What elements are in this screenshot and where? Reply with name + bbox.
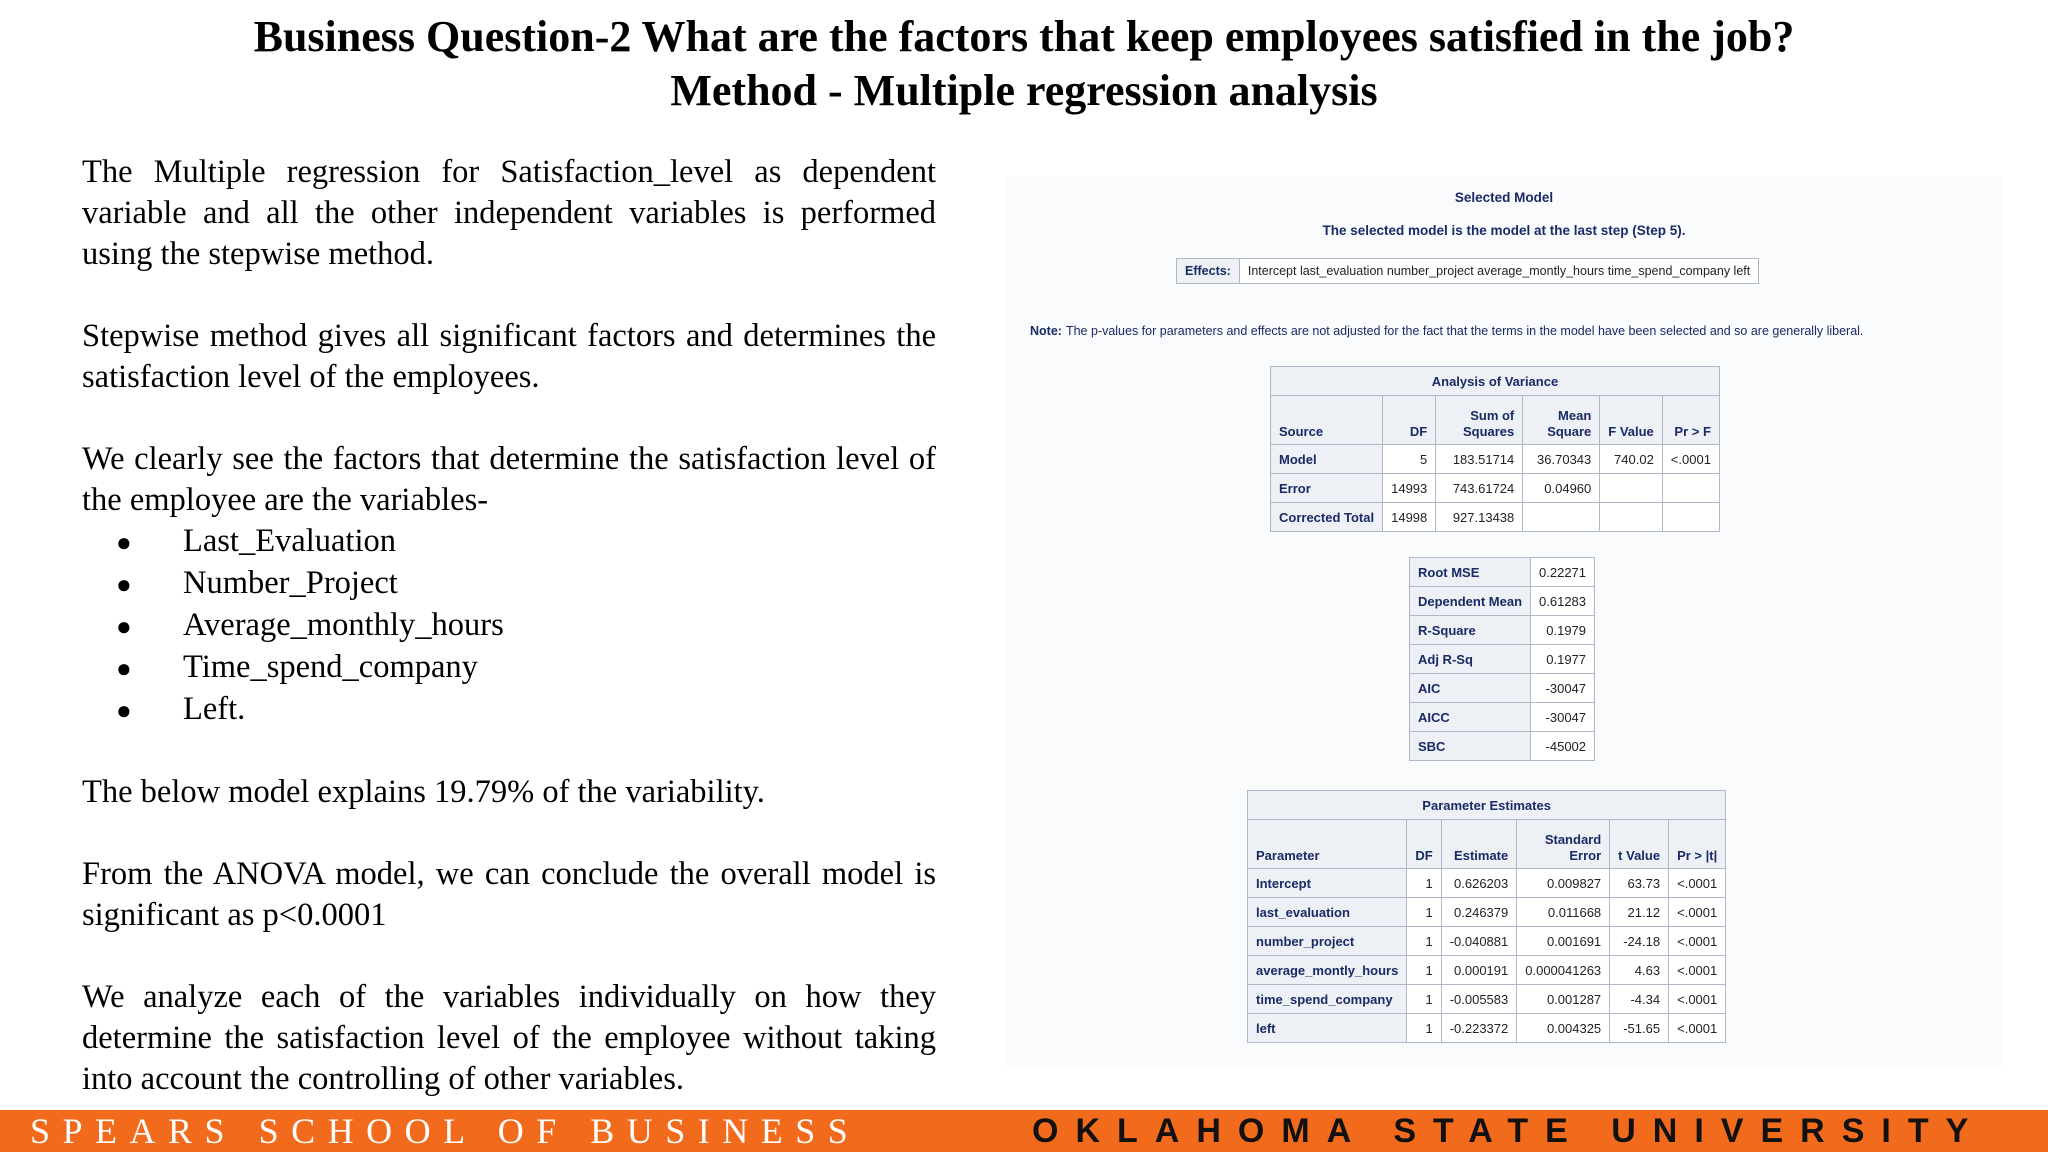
footer-bar — [0, 1110, 2048, 1152]
column-header: DF — [1383, 396, 1436, 445]
table-cell — [1662, 474, 1719, 503]
list-item — [82, 605, 936, 647]
table-row — [1410, 616, 1595, 645]
list-item-label: Left. — [183, 691, 246, 727]
table-cell: 36.70343 — [1523, 445, 1600, 474]
table-cell: 0.000191 — [1441, 956, 1517, 985]
table-cell: -24.18 — [1610, 927, 1669, 956]
list-item — [82, 689, 936, 731]
table-cell: 1 — [1407, 898, 1441, 927]
table-cell: 0.001287 — [1517, 985, 1610, 1014]
table-row — [1410, 587, 1595, 616]
table-row — [1271, 503, 1720, 532]
paragraph-1: The Multiple regression for Satisfaction_level as dependent variable and all the other independent variables is performed using the stepwise method. — [82, 154, 936, 272]
table-row — [1410, 645, 1595, 674]
footer-university-name: OKLAHOMA STATE UNIVERSITY — [1032, 1112, 1986, 1150]
table-cell — [1523, 503, 1600, 532]
row-header: SBC — [1410, 732, 1531, 761]
note-text: The p-values for parameters and effects are not adjusted for the fact that the terms in the model have been selected and so are generally liberal. — [1065, 324, 1864, 338]
table-cell: 0.011668 — [1517, 898, 1610, 927]
row-header: Root MSE — [1410, 558, 1531, 587]
column-header: Parameter — [1248, 820, 1407, 869]
table-row — [1271, 445, 1720, 474]
table-row — [1248, 985, 1726, 1014]
row-header: time_spend_company — [1248, 985, 1407, 1014]
table-cell: -45002 — [1531, 732, 1595, 761]
note-label: Note: — [1030, 324, 1062, 338]
selected-model-text: The selected model is the model at the last step (Step 5). — [1322, 223, 1686, 238]
bullet-icon: ● — [116, 612, 132, 641]
table-cell — [1600, 503, 1663, 532]
list-item-label: Last_Evaluation — [183, 523, 396, 559]
table-cell: 14993 — [1383, 474, 1436, 503]
table-cell: 0.1979 — [1531, 616, 1595, 645]
params-caption: Parameter Estimates — [1248, 791, 1726, 820]
title-line-1: Business Question-2 What are the factors that keep employees satisfied in the job? — [253, 12, 1795, 61]
anova-table — [1270, 366, 1720, 532]
row-header: last_evaluation — [1248, 898, 1407, 927]
effects-label: Effects: — [1177, 259, 1240, 284]
paragraph-2: Stepwise method gives all significant factors and determines the satisfaction level of the employees. — [82, 318, 936, 395]
sas-output-panel — [1006, 176, 2002, 1068]
list-item-label: Time_spend_company — [183, 649, 478, 685]
table-cell: 5 — [1383, 445, 1436, 474]
table-cell: -4.34 — [1610, 985, 1669, 1014]
table-cell: 743.61724 — [1436, 474, 1523, 503]
table-cell: <.0001 — [1669, 956, 1726, 985]
row-header: AIC — [1410, 674, 1531, 703]
footer-school-name: SPEARS SCHOOL OF BUSINESS — [30, 1111, 861, 1151]
row-header: average_montly_hours — [1248, 956, 1407, 985]
table-row — [1410, 558, 1595, 587]
effects-value: Intercept last_evaluation number_project average_montly_hours time_spend_company left — [1239, 259, 1758, 284]
table-cell — [1662, 503, 1719, 532]
table-cell: 0.004325 — [1517, 1014, 1610, 1043]
table-cell: <.0001 — [1669, 869, 1726, 898]
anova-header-row — [1271, 396, 1720, 445]
table-row — [1248, 869, 1726, 898]
table-row — [1248, 956, 1726, 985]
table-cell: 4.63 — [1610, 956, 1669, 985]
column-header: Source — [1271, 396, 1383, 445]
table-cell: <.0001 — [1662, 445, 1719, 474]
row-header: left — [1248, 1014, 1407, 1043]
row-header: Adj R-Sq — [1410, 645, 1531, 674]
table-row — [1410, 732, 1595, 761]
table-cell: 0.22271 — [1531, 558, 1595, 587]
table-cell: 0.04960 — [1523, 474, 1600, 503]
params-header-row — [1248, 820, 1726, 869]
list-item — [82, 563, 936, 605]
table-cell: -0.223372 — [1441, 1014, 1517, 1043]
bullet-icon: ● — [116, 528, 132, 557]
table-cell: 0.626203 — [1441, 869, 1517, 898]
parameter-estimates-table — [1247, 790, 1726, 1043]
column-header: Estimate — [1441, 820, 1517, 869]
body-text — [82, 152, 936, 1100]
selected-model-title: Selected Model — [1454, 190, 1554, 205]
row-header: Error — [1271, 474, 1383, 503]
title-line-2: Method - Multiple regression analysis — [670, 66, 1378, 115]
column-header: Standard Error — [1517, 820, 1610, 869]
paragraph-6: We analyze each of the variables individually on how they determine the satisfaction level of the employee without taking into account the controlling of other variables. — [82, 979, 936, 1097]
list-item — [82, 521, 936, 563]
table-cell: 927.13438 — [1436, 503, 1523, 532]
table-cell: 1 — [1407, 869, 1441, 898]
column-header: DF — [1407, 820, 1441, 869]
table-cell: <.0001 — [1669, 898, 1726, 927]
table-cell: -30047 — [1531, 703, 1595, 732]
bullet-icon: ● — [116, 696, 132, 725]
table-row — [1271, 474, 1720, 503]
table-cell: <.0001 — [1669, 985, 1726, 1014]
table-cell: 183.51714 — [1436, 445, 1523, 474]
table-cell: 21.12 — [1610, 898, 1669, 927]
paragraph-4: The below model explains 19.79% of the variability. — [82, 774, 765, 810]
table-cell: 1 — [1407, 985, 1441, 1014]
table-cell: 1 — [1407, 927, 1441, 956]
factor-list — [82, 521, 936, 731]
anova-caption: Analysis of Variance — [1271, 367, 1720, 396]
table-row — [1248, 898, 1726, 927]
table-cell: 0.009827 — [1517, 869, 1610, 898]
paragraph-3: We clearly see the factors that determine the satisfaction level of the employee are the variables- — [82, 441, 936, 518]
row-header: Corrected Total — [1271, 503, 1383, 532]
bullet-icon: ● — [116, 570, 132, 599]
row-header: Model — [1271, 445, 1383, 474]
table-cell: 0.000041263 — [1517, 956, 1610, 985]
column-header: Pr > |t| — [1669, 820, 1726, 869]
table-cell: 0.61283 — [1531, 587, 1595, 616]
column-header: Pr > F — [1662, 396, 1719, 445]
note — [1030, 324, 1863, 338]
list-item — [82, 647, 936, 689]
table-row — [1248, 927, 1726, 956]
table-cell: 14998 — [1383, 503, 1436, 532]
table-cell: 1 — [1407, 1014, 1441, 1043]
column-header: F Value — [1600, 396, 1663, 445]
row-header: AICC — [1410, 703, 1531, 732]
column-header: Mean Square — [1523, 396, 1600, 445]
table-cell: -30047 — [1531, 674, 1595, 703]
table-cell: 0.001691 — [1517, 927, 1610, 956]
bullet-icon: ● — [116, 654, 132, 683]
table-cell: 0.1977 — [1531, 645, 1595, 674]
column-header: t Value — [1610, 820, 1669, 869]
row-header: Dependent Mean — [1410, 587, 1531, 616]
list-item-label: Number_Project — [183, 565, 398, 601]
table-row — [1410, 674, 1595, 703]
table-row — [1248, 1014, 1726, 1043]
table-cell: -0.040881 — [1441, 927, 1517, 956]
row-header: R-Square — [1410, 616, 1531, 645]
column-header: Sum of Squares — [1436, 396, 1523, 445]
table-cell: <.0001 — [1669, 927, 1726, 956]
table-cell: 63.73 — [1610, 869, 1669, 898]
slide-title — [0, 10, 2048, 118]
table-cell: 1 — [1407, 956, 1441, 985]
table-cell: 740.02 — [1600, 445, 1663, 474]
fit-statistics-table — [1409, 557, 1595, 761]
paragraph-5: From the ANOVA model, we can conclude the overall model is significant as p<0.0001 — [82, 856, 936, 933]
table-cell: -51.65 — [1610, 1014, 1669, 1043]
table-cell: 0.246379 — [1441, 898, 1517, 927]
row-header: number_project — [1248, 927, 1407, 956]
table-cell: -0.005583 — [1441, 985, 1517, 1014]
row-header: Intercept — [1248, 869, 1407, 898]
table-row — [1410, 703, 1595, 732]
list-item-label: Average_monthly_hours — [183, 607, 504, 643]
table-cell: <.0001 — [1669, 1014, 1726, 1043]
effects-table — [1176, 258, 1759, 284]
table-cell — [1600, 474, 1663, 503]
